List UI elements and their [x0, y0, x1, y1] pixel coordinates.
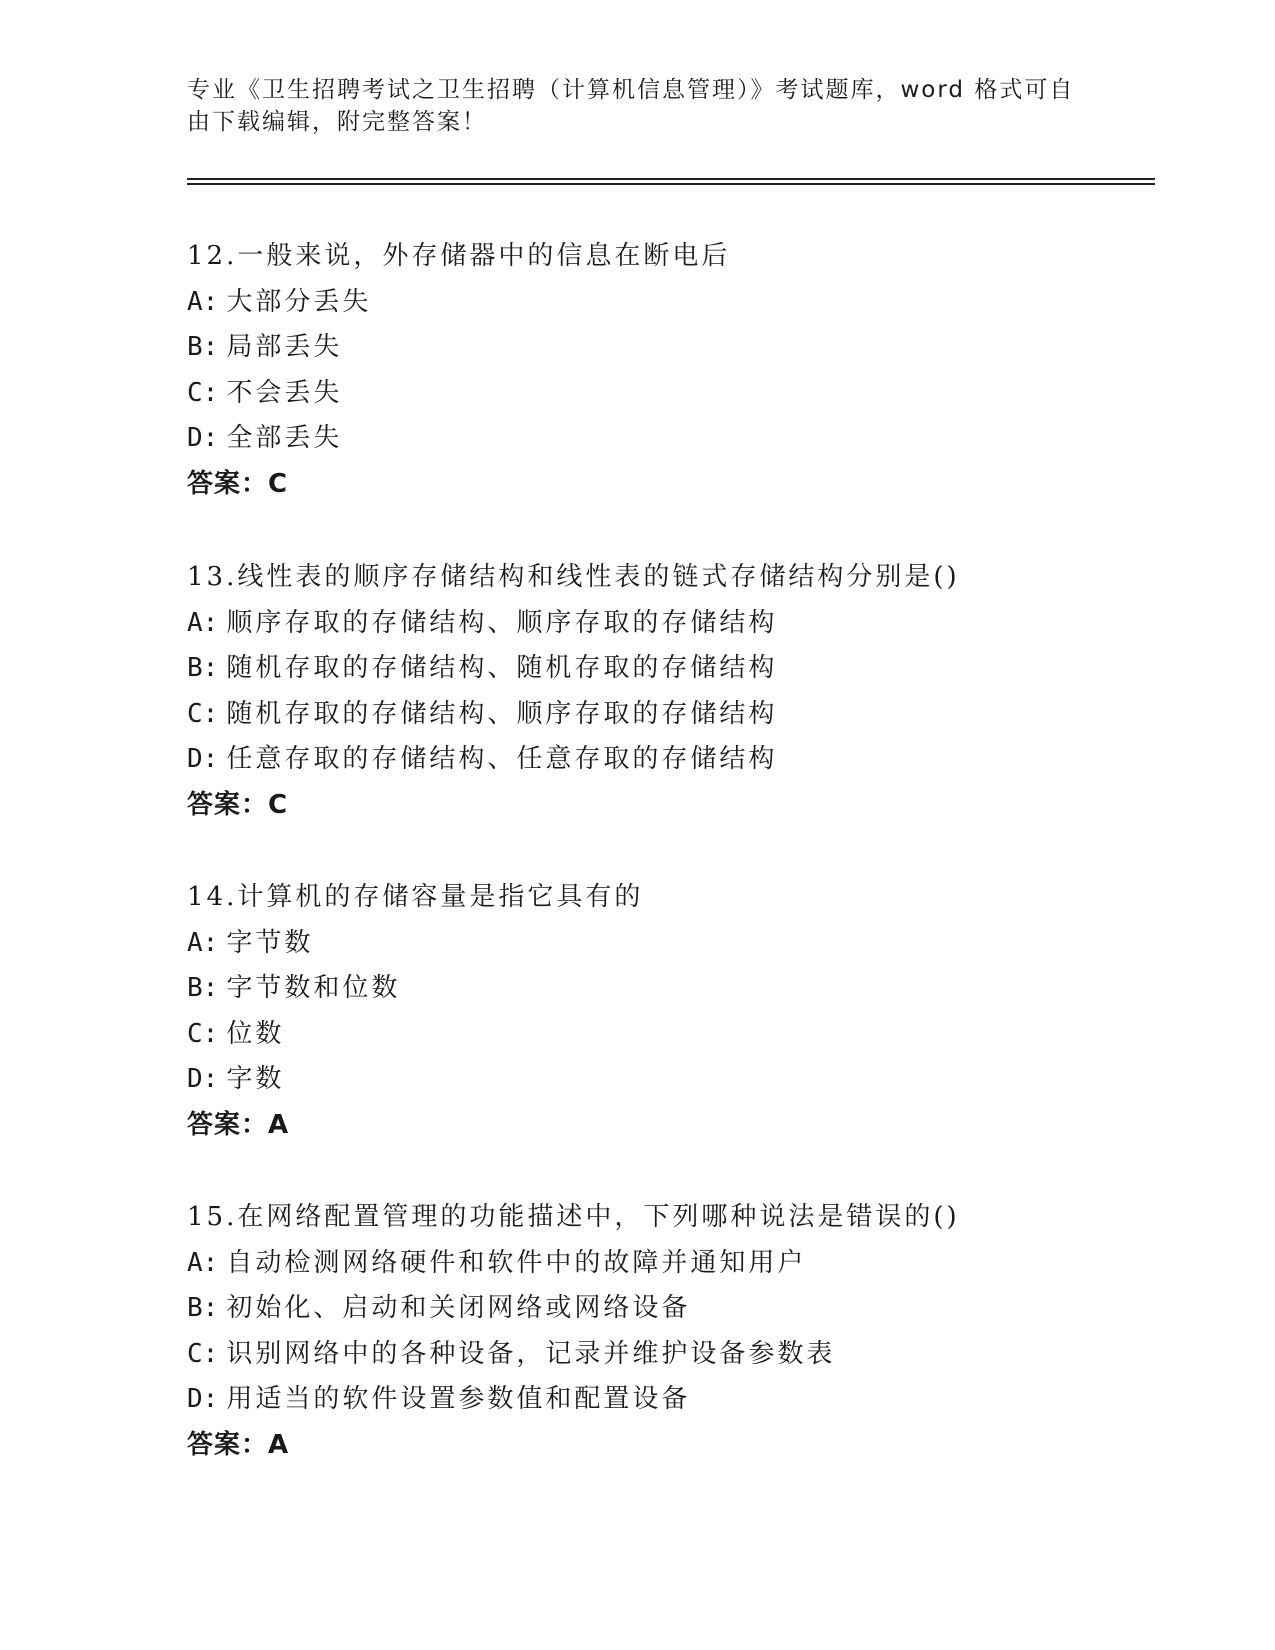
option-c — [187, 1012, 1187, 1058]
question-13 — [187, 555, 1187, 829]
option-c — [187, 1332, 1187, 1378]
answer: 答案：A — [187, 1109, 290, 1140]
option-d — [187, 737, 1187, 783]
option-a — [187, 601, 1187, 647]
option-d — [187, 1057, 1187, 1103]
option-label: B: — [187, 1293, 219, 1324]
option-d — [187, 416, 1187, 462]
option-b — [187, 1286, 1187, 1332]
option-text: 任意存取的存储结构、任意存取的存储结构 — [226, 744, 778, 775]
question-stem: 15.在网络配置管理的功能描述中，下列哪种说法是错误的() — [187, 1202, 960, 1232]
option-label: D: — [187, 1064, 219, 1095]
option-text: 字数 — [226, 1064, 285, 1095]
option-label: D: — [187, 744, 219, 775]
option-text: 随机存取的存储结构、顺序存取的存储结构 — [226, 698, 778, 729]
option-a — [187, 1241, 1187, 1287]
question-15 — [187, 1195, 1187, 1469]
option-text: 随机存取的存储结构、随机存取的存储结构 — [226, 653, 778, 684]
option-b — [187, 966, 1187, 1012]
option-label: C: — [187, 1338, 219, 1369]
option-label: A: — [187, 286, 219, 317]
question-stem: 14.计算机的存储容量是指它具有的 — [187, 882, 644, 912]
option-label: B: — [187, 653, 219, 684]
option-text: 位数 — [226, 1018, 285, 1049]
option-text: 全部丢失 — [226, 423, 343, 454]
option-text: 用适当的软件设置参数值和配置设备 — [226, 1384, 691, 1415]
question-stem: 13.线性表的顺序存储结构和线性表的链式存储结构分别是() — [187, 562, 960, 592]
option-text: 顺序存取的存储结构、顺序存取的存储结构 — [226, 607, 778, 638]
option-label: D: — [187, 423, 219, 454]
header-line-2: 由下载编辑，附完整答案！ — [187, 109, 487, 135]
option-label: A: — [187, 927, 219, 958]
option-c — [187, 692, 1187, 738]
option-text: 初始化、启动和关闭网络或网络设备 — [226, 1293, 691, 1324]
option-text: 不会丢失 — [226, 377, 343, 408]
option-d — [187, 1377, 1187, 1423]
question-12 — [187, 234, 1187, 508]
option-text: 大部分丢失 — [226, 286, 372, 317]
option-label: B: — [187, 973, 219, 1004]
option-label: C: — [187, 377, 219, 408]
option-b — [187, 646, 1187, 692]
question-stem: 12.一般来说，外存储器中的信息在断电后 — [187, 241, 731, 271]
option-text: 识别网络中的各种设备，记录并维护设备参数表 — [226, 1338, 836, 1369]
header-line-1: 专业《卫生招聘考试之卫生招聘（计算机信息管理）》考试题库，word 格式可自 — [187, 77, 1075, 103]
option-label: D: — [187, 1384, 219, 1415]
option-label: C: — [187, 1018, 219, 1049]
header-divider-bottom — [187, 183, 1155, 185]
option-text: 自动检测网络硬件和软件中的故障并通知用户 — [226, 1247, 807, 1278]
answer: 答案：C — [187, 468, 289, 499]
document-header — [187, 74, 1087, 138]
question-14 — [187, 875, 1187, 1149]
option-text: 字节数 — [226, 927, 314, 958]
option-a — [187, 280, 1187, 326]
option-label: A: — [187, 1247, 219, 1278]
answer: 答案：C — [187, 789, 289, 820]
answer: 答案：A — [187, 1429, 290, 1460]
option-text: 局部丢失 — [226, 332, 343, 363]
option-text: 字节数和位数 — [226, 973, 401, 1004]
option-label: B: — [187, 332, 219, 363]
option-b — [187, 325, 1187, 371]
option-a — [187, 921, 1187, 967]
option-c — [187, 371, 1187, 417]
option-label: C: — [187, 698, 219, 729]
option-label: A: — [187, 607, 219, 638]
header-divider-top — [187, 178, 1155, 180]
